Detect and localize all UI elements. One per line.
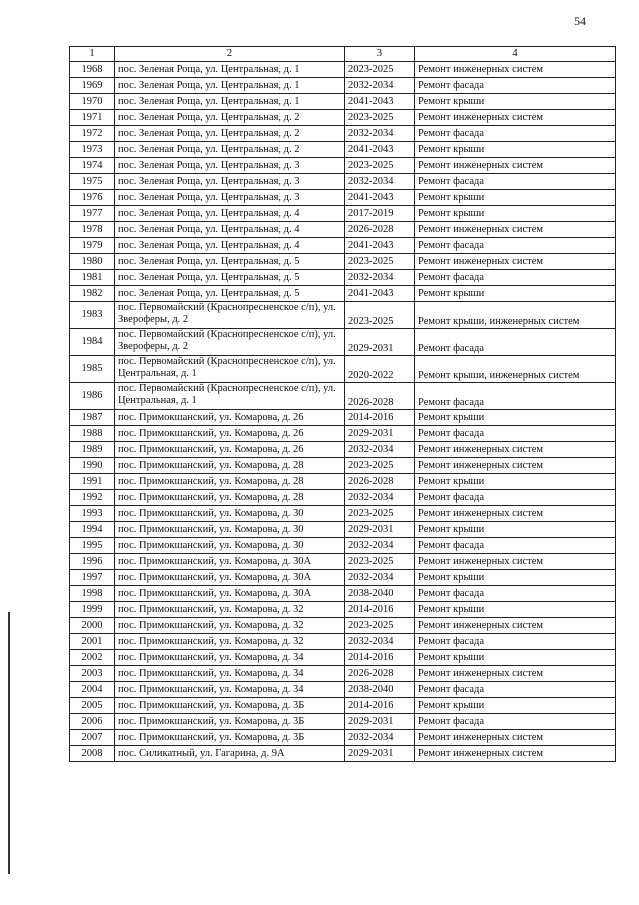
table-row	[70, 554, 616, 570]
row-number-cell: 2007	[70, 730, 115, 746]
address-cell: пос. Зеленая Роща, ул. Центральная, д. 5	[115, 270, 345, 286]
work-type-cell: Ремонт инженерных систем	[415, 506, 616, 522]
row-number-cell: 1973	[70, 142, 115, 158]
years-cell: 2026-2028	[345, 474, 415, 490]
work-type-cell: Ремонт инженерных систем	[415, 158, 616, 174]
years-cell: 2023-2025	[345, 254, 415, 270]
work-type-cell: Ремонт крыши, инженерных систем	[415, 356, 616, 383]
work-type-cell: Ремонт крыши	[415, 206, 616, 222]
table-row	[70, 286, 616, 302]
table-row	[70, 698, 616, 714]
work-type-cell: Ремонт крыши	[415, 410, 616, 426]
years-cell: 2020-2022	[345, 356, 415, 383]
table-row	[70, 682, 616, 698]
address-cell: пос. Примокшанский, ул. Комарова, д. 30	[115, 538, 345, 554]
row-number-cell: 1969	[70, 78, 115, 94]
row-number-cell: 1996	[70, 554, 115, 570]
table-row	[70, 78, 616, 94]
work-type-cell: Ремонт фасада	[415, 538, 616, 554]
table-row	[70, 329, 616, 356]
row-number-cell: 1968	[70, 62, 115, 78]
address-cell: пос. Примокшанский, ул. Комарова, д. 30	[115, 522, 345, 538]
row-number-cell: 1974	[70, 158, 115, 174]
table-row	[70, 570, 616, 586]
table-row	[70, 110, 616, 126]
row-number-cell: 1976	[70, 190, 115, 206]
address-cell: пос. Примокшанский, ул. Комарова, д. 34	[115, 666, 345, 682]
row-number-cell: 1998	[70, 586, 115, 602]
work-type-cell: Ремонт фасада	[415, 682, 616, 698]
work-type-cell: Ремонт фасада	[415, 329, 616, 356]
address-cell: пос. Зеленая Роща, ул. Центральная, д. 1	[115, 78, 345, 94]
work-type-cell: Ремонт фасада	[415, 490, 616, 506]
address-cell: пос. Зеленая Роща, ул. Центральная, д. 3	[115, 158, 345, 174]
years-cell: 2041-2043	[345, 142, 415, 158]
row-number-cell: 1988	[70, 426, 115, 442]
table-row	[70, 714, 616, 730]
address-cell: пос. Зеленая Роща, ул. Центральная, д. 4	[115, 222, 345, 238]
row-number-cell: 1970	[70, 94, 115, 110]
work-type-cell: Ремонт крыши	[415, 286, 616, 302]
row-number-cell: 1979	[70, 238, 115, 254]
address-cell: пос. Примокшанский, ул. Комарова, д. 32	[115, 618, 345, 634]
row-number-cell: 1975	[70, 174, 115, 190]
work-type-cell: Ремонт крыши, инженерных систем	[415, 302, 616, 329]
address-cell: пос. Примокшанский, ул. Комарова, д. 30А	[115, 586, 345, 602]
years-cell: 2026-2028	[345, 666, 415, 682]
column-header: 1	[70, 47, 115, 62]
years-cell: 2032-2034	[345, 634, 415, 650]
work-type-cell: Ремонт фасада	[415, 78, 616, 94]
row-number-cell: 1992	[70, 490, 115, 506]
table-row	[70, 302, 616, 329]
row-number-cell: 1972	[70, 126, 115, 142]
column-header: 4	[415, 47, 616, 62]
address-cell: пос. Примокшанский, ул. Комарова, д. 3Б	[115, 714, 345, 730]
table-row	[70, 618, 616, 634]
table-row	[70, 730, 616, 746]
table-row	[70, 62, 616, 78]
years-cell: 2032-2034	[345, 174, 415, 190]
row-number-cell: 2005	[70, 698, 115, 714]
address-cell: пос. Первомайский (Краснопресненское с/п), ул. Центральная, д. 1	[115, 356, 345, 383]
table-row	[70, 158, 616, 174]
years-cell: 2029-2031	[345, 714, 415, 730]
work-type-cell: Ремонт фасада	[415, 270, 616, 286]
row-number-cell: 1971	[70, 110, 115, 126]
address-cell: пос. Примокшанский, ул. Комарова, д. 28	[115, 490, 345, 506]
years-cell: 2032-2034	[345, 78, 415, 94]
years-cell: 2023-2025	[345, 302, 415, 329]
work-type-cell: Ремонт фасада	[415, 383, 616, 410]
address-cell: пос. Зеленая Роща, ул. Центральная, д. 2	[115, 142, 345, 158]
address-cell: пос. Примокшанский, ул. Комарова, д. 34	[115, 650, 345, 666]
table-row	[70, 254, 616, 270]
row-number-cell: 2002	[70, 650, 115, 666]
table-header-row	[70, 47, 616, 62]
row-number-cell: 1985	[70, 356, 115, 383]
column-header: 2	[115, 47, 345, 62]
work-type-cell: Ремонт инженерных систем	[415, 442, 616, 458]
years-cell: 2026-2028	[345, 222, 415, 238]
row-number-cell: 1991	[70, 474, 115, 490]
work-type-cell: Ремонт крыши	[415, 698, 616, 714]
table-row	[70, 126, 616, 142]
work-type-cell: Ремонт инженерных систем	[415, 554, 616, 570]
row-number-cell: 1984	[70, 329, 115, 356]
years-cell: 2029-2031	[345, 426, 415, 442]
address-cell: пос. Силикатный, ул. Гагарина, д. 9А	[115, 746, 345, 762]
address-cell: пос. Примокшанский, ул. Комарова, д. 32	[115, 634, 345, 650]
address-cell: пос. Примокшанский, ул. Комарова, д. 30	[115, 506, 345, 522]
row-number-cell: 2003	[70, 666, 115, 682]
table-row	[70, 746, 616, 762]
years-cell: 2029-2031	[345, 522, 415, 538]
years-cell: 2023-2025	[345, 62, 415, 78]
row-number-cell: 2004	[70, 682, 115, 698]
work-type-cell: Ремонт инженерных систем	[415, 222, 616, 238]
row-number-cell: 1999	[70, 602, 115, 618]
years-cell: 2023-2025	[345, 458, 415, 474]
row-number-cell: 1987	[70, 410, 115, 426]
page-number: 54	[574, 14, 586, 28]
work-type-cell: Ремонт крыши	[415, 190, 616, 206]
years-cell: 2032-2034	[345, 538, 415, 554]
work-type-cell: Ремонт инженерных систем	[415, 666, 616, 682]
work-type-cell: Ремонт инженерных систем	[415, 746, 616, 762]
table-row	[70, 222, 616, 238]
row-number-cell: 2001	[70, 634, 115, 650]
row-number-cell: 1978	[70, 222, 115, 238]
table-row	[70, 522, 616, 538]
address-cell: пос. Зеленая Роща, ул. Центральная, д. 1	[115, 62, 345, 78]
years-cell: 2041-2043	[345, 94, 415, 110]
address-cell: пос. Зеленая Роща, ул. Центральная, д. 4	[115, 206, 345, 222]
work-type-cell: Ремонт фасада	[415, 126, 616, 142]
table-row	[70, 506, 616, 522]
years-cell: 2023-2025	[345, 618, 415, 634]
address-cell: пос. Примокшанский, ул. Комарова, д. 26	[115, 426, 345, 442]
row-number-cell: 2008	[70, 746, 115, 762]
years-cell: 2038-2040	[345, 586, 415, 602]
address-cell: пос. Примокшанский, ул. Комарова, д. 26	[115, 442, 345, 458]
address-cell: пос. Примокшанский, ул. Комарова, д. 30А	[115, 554, 345, 570]
years-cell: 2041-2043	[345, 238, 415, 254]
table-row	[70, 586, 616, 602]
address-cell: пос. Примокшанский, ул. Комарова, д. 30А	[115, 570, 345, 586]
row-number-cell: 1989	[70, 442, 115, 458]
work-type-cell: Ремонт крыши	[415, 650, 616, 666]
row-number-cell: 1995	[70, 538, 115, 554]
address-cell: пос. Зеленая Роща, ул. Центральная, д. 2	[115, 126, 345, 142]
table-row	[70, 634, 616, 650]
address-cell: пос. Зеленая Роща, ул. Центральная, д. 5	[115, 254, 345, 270]
address-cell: пос. Примокшанский, ул. Комарова, д. 34	[115, 682, 345, 698]
table-row	[70, 602, 616, 618]
years-cell: 2017-2019	[345, 206, 415, 222]
row-number-cell: 1994	[70, 522, 115, 538]
work-type-cell: Ремонт инженерных систем	[415, 110, 616, 126]
years-cell: 2023-2025	[345, 554, 415, 570]
years-cell: 2032-2034	[345, 490, 415, 506]
work-type-cell: Ремонт фасада	[415, 586, 616, 602]
years-cell: 2014-2016	[345, 602, 415, 618]
years-cell: 2041-2043	[345, 190, 415, 206]
table-row	[70, 142, 616, 158]
years-cell: 2023-2025	[345, 506, 415, 522]
row-number-cell: 1983	[70, 302, 115, 329]
address-cell: пос. Примокшанский, ул. Комарова, д. 32	[115, 602, 345, 618]
row-number-cell: 2000	[70, 618, 115, 634]
table-row	[70, 356, 616, 383]
address-cell: пос. Примокшанский, ул. Комарова, д. 28	[115, 474, 345, 490]
years-cell: 2029-2031	[345, 746, 415, 762]
table-row	[70, 383, 616, 410]
years-cell: 2026-2028	[345, 383, 415, 410]
table-row	[70, 458, 616, 474]
years-cell: 2032-2034	[345, 270, 415, 286]
row-number-cell: 1997	[70, 570, 115, 586]
years-cell: 2032-2034	[345, 570, 415, 586]
work-type-cell: Ремонт инженерных систем	[415, 730, 616, 746]
table-row	[70, 174, 616, 190]
work-type-cell: Ремонт фасада	[415, 426, 616, 442]
address-cell: пос. Зеленая Роща, ул. Центральная, д. 2	[115, 110, 345, 126]
table-row	[70, 474, 616, 490]
work-type-cell: Ремонт крыши	[415, 522, 616, 538]
years-cell: 2032-2034	[345, 442, 415, 458]
work-type-cell: Ремонт крыши	[415, 94, 616, 110]
row-number-cell: 1986	[70, 383, 115, 410]
row-number-cell: 1990	[70, 458, 115, 474]
address-cell: пос. Примокшанский, ул. Комарова, д. 28	[115, 458, 345, 474]
work-type-cell: Ремонт инженерных систем	[415, 62, 616, 78]
row-number-cell: 1980	[70, 254, 115, 270]
work-type-cell: Ремонт крыши	[415, 570, 616, 586]
address-cell: пос. Примокшанский, ул. Комарова, д. 3Б	[115, 730, 345, 746]
address-cell: пос. Зеленая Роща, ул. Центральная, д. 4	[115, 238, 345, 254]
work-type-cell: Ремонт крыши	[415, 142, 616, 158]
table-row	[70, 426, 616, 442]
work-type-cell: Ремонт инженерных систем	[415, 254, 616, 270]
table-row	[70, 490, 616, 506]
table-row	[70, 442, 616, 458]
repair-schedule-table	[69, 46, 616, 762]
table-row	[70, 666, 616, 682]
work-type-cell: Ремонт крыши	[415, 602, 616, 618]
address-cell: пос. Зеленая Роща, ул. Центральная, д. 3	[115, 174, 345, 190]
address-cell: пос. Зеленая Роща, ул. Центральная, д. 1	[115, 94, 345, 110]
address-cell: пос. Примокшанский, ул. Комарова, д. 26	[115, 410, 345, 426]
years-cell: 2032-2034	[345, 730, 415, 746]
work-type-cell: Ремонт фасада	[415, 714, 616, 730]
address-cell: пос. Первомайский (Краснопресненское с/п), ул. Центральная, д. 1	[115, 383, 345, 410]
years-cell: 2023-2025	[345, 110, 415, 126]
table-row	[70, 270, 616, 286]
scan-edge-line	[8, 612, 10, 874]
work-type-cell: Ремонт инженерных систем	[415, 618, 616, 634]
address-cell: пос. Зеленая Роща, ул. Центральная, д. 5	[115, 286, 345, 302]
address-cell: пос. Примокшанский, ул. Комарова, д. 3Б	[115, 698, 345, 714]
work-type-cell: Ремонт крыши	[415, 474, 616, 490]
work-type-cell: Ремонт фасада	[415, 238, 616, 254]
years-cell: 2029-2031	[345, 329, 415, 356]
years-cell: 2014-2016	[345, 410, 415, 426]
table-row	[70, 206, 616, 222]
years-cell: 2038-2040	[345, 682, 415, 698]
address-cell: пос. Первомайский (Краснопресненское с/п), ул. Звероферы, д. 2	[115, 302, 345, 329]
table-row	[70, 538, 616, 554]
years-cell: 2014-2016	[345, 650, 415, 666]
row-number-cell: 1982	[70, 286, 115, 302]
work-type-cell: Ремонт фасада	[415, 634, 616, 650]
years-cell: 2032-2034	[345, 126, 415, 142]
address-cell: пос. Первомайский (Краснопресненское с/п), ул. Звероферы, д. 2	[115, 329, 345, 356]
table-body	[70, 62, 616, 762]
row-number-cell: 1977	[70, 206, 115, 222]
table-row	[70, 650, 616, 666]
table-row	[70, 190, 616, 206]
years-cell: 2041-2043	[345, 286, 415, 302]
table-row	[70, 94, 616, 110]
row-number-cell: 1981	[70, 270, 115, 286]
table-row	[70, 238, 616, 254]
work-type-cell: Ремонт инженерных систем	[415, 458, 616, 474]
row-number-cell: 1993	[70, 506, 115, 522]
row-number-cell: 2006	[70, 714, 115, 730]
address-cell: пос. Зеленая Роща, ул. Центральная, д. 3	[115, 190, 345, 206]
years-cell: 2023-2025	[345, 158, 415, 174]
years-cell: 2014-2016	[345, 698, 415, 714]
work-type-cell: Ремонт фасада	[415, 174, 616, 190]
table-row	[70, 410, 616, 426]
column-header: 3	[345, 47, 415, 62]
